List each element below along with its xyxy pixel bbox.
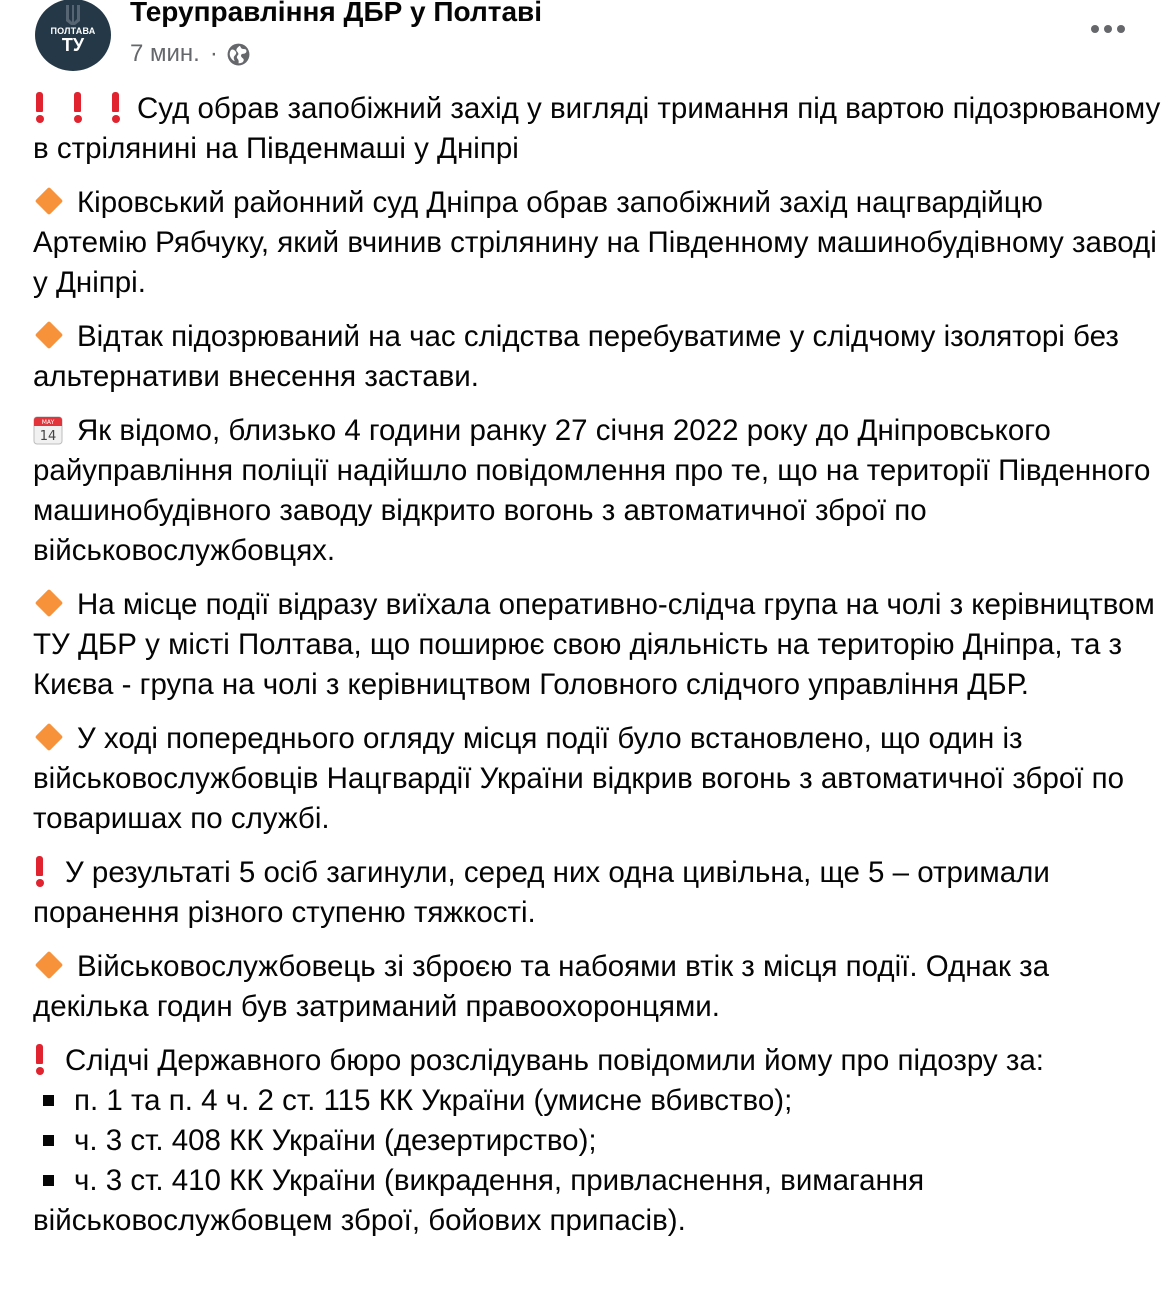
calendar-month: MAY — [41, 419, 55, 426]
more-dots-icon — [1090, 24, 1126, 34]
list-item — [33, 1161, 1161, 1241]
orange-diamond-icon — [35, 187, 63, 215]
page-name-link[interactable]: Теруправління ДБР у Полтаві — [130, 0, 543, 27]
post-paragraph — [33, 89, 1161, 169]
post-header — [0, 0, 1174, 80]
post-paragraph — [33, 719, 1161, 839]
post-paragraph — [33, 183, 1161, 303]
orange-diamond-icon — [35, 951, 63, 979]
post-paragraph — [33, 585, 1161, 705]
exclamation-icon — [33, 1044, 45, 1074]
bullet-square-icon — [43, 1095, 54, 1106]
orange-diamond-icon — [35, 723, 63, 751]
list-item-text: п. 1 та п. 4 ч. 2 ст. 115 КК України (умисне вбивство); — [74, 1084, 793, 1117]
headline-text: Суд обрав запобіжний захід у вигляді тримання під вартою підозрюваному в стрілянині на Південмаші у Дніпрі — [33, 92, 1161, 165]
post-text — [33, 89, 1161, 1241]
paragraph-text: Кіровський районний суд Дніпра обрав запобіжний захід нацгвардійцю Артемію Рябчуку, який вчинив стрілянину на Південному машинобудівному заводі у Дніпрі. — [33, 186, 1157, 299]
bullet-square-icon — [43, 1135, 54, 1146]
avatar-initials: ТУ — [61, 35, 85, 55]
list-item — [33, 1121, 1161, 1161]
globe-icon[interactable] — [226, 42, 251, 67]
avatar[interactable] — [35, 0, 111, 71]
exclamation-icon — [109, 92, 121, 122]
orange-diamond-icon — [35, 321, 63, 349]
calendar-day: 14 — [39, 429, 57, 444]
more-options-button[interactable] — [1082, 12, 1134, 46]
exclamation-icon — [33, 92, 45, 122]
exclamation-icon — [71, 92, 83, 122]
post-paragraph — [33, 317, 1161, 397]
calendar-icon — [33, 415, 63, 445]
paragraph-text: Слідчі Державного бюро розслідувань повідомили йому про підозру за: — [65, 1044, 1045, 1077]
post-paragraph — [33, 853, 1161, 933]
post-paragraph — [33, 1041, 1161, 1241]
post-timestamp[interactable]: 7 мин. — [130, 40, 200, 67]
paragraph-text: У результаті 5 осіб загинули, серед них одна цивільна, ще 5 – отримали поранення різного ступеню тяжкості. — [33, 856, 1050, 929]
post-paragraph — [33, 947, 1161, 1027]
list-item-text: ч. 3 ст. 408 КК України (дезертирство); — [74, 1124, 597, 1157]
paragraph-text: У ході попереднього огляду місця події було встановлено, що один із військовослужбовців Нацгвардії України відкрив вогонь з автоматичної зброї по товаришах по службі. — [33, 722, 1125, 835]
paragraph-text: На місце події відразу виїхала оперативно-слідча група на чолі з керівництвом ТУ ДБР у місті Полтава, що поширює свою діяльність на територію Дніпра, та з Києва - група на чолі з керівництвом Головного слідчого управління ДБР. — [33, 588, 1155, 701]
meta-separator: · — [209, 40, 218, 67]
trident-icon — [35, 1, 111, 29]
post-paragraph — [33, 411, 1161, 571]
orange-diamond-icon — [35, 589, 63, 617]
exclamation-icon — [33, 856, 45, 886]
paragraph-text: Військовослужбовець зі зброєю та набоями втік з місця події. Однак за декілька годин був затриманий правоохоронцями. — [33, 950, 1050, 1023]
bullet-square-icon — [43, 1175, 54, 1186]
paragraph-text: Як відомо, близько 4 години ранку 27 січня 2022 року до Дніпровського райуправління поліції надійшло повідомлення про те, що на території Південного машинобудівного заводу відкрито вогонь з автоматичної зброї по військовослужбовцях. — [33, 414, 1151, 567]
avatar-city-label: ПОЛТАВА — [50, 26, 96, 36]
paragraph-text: Відтак підозрюваний на час слідства перебуватиме у слідчому ізоляторі без альтернативи внесення застави. — [33, 320, 1119, 393]
list-item — [33, 1081, 1161, 1121]
list-item-text: ч. 3 ст. 410 КК України (викрадення, привласнення, вимагання військовослужбовцем зброї, бойових припасів). — [33, 1164, 925, 1237]
post-meta — [130, 38, 251, 70]
